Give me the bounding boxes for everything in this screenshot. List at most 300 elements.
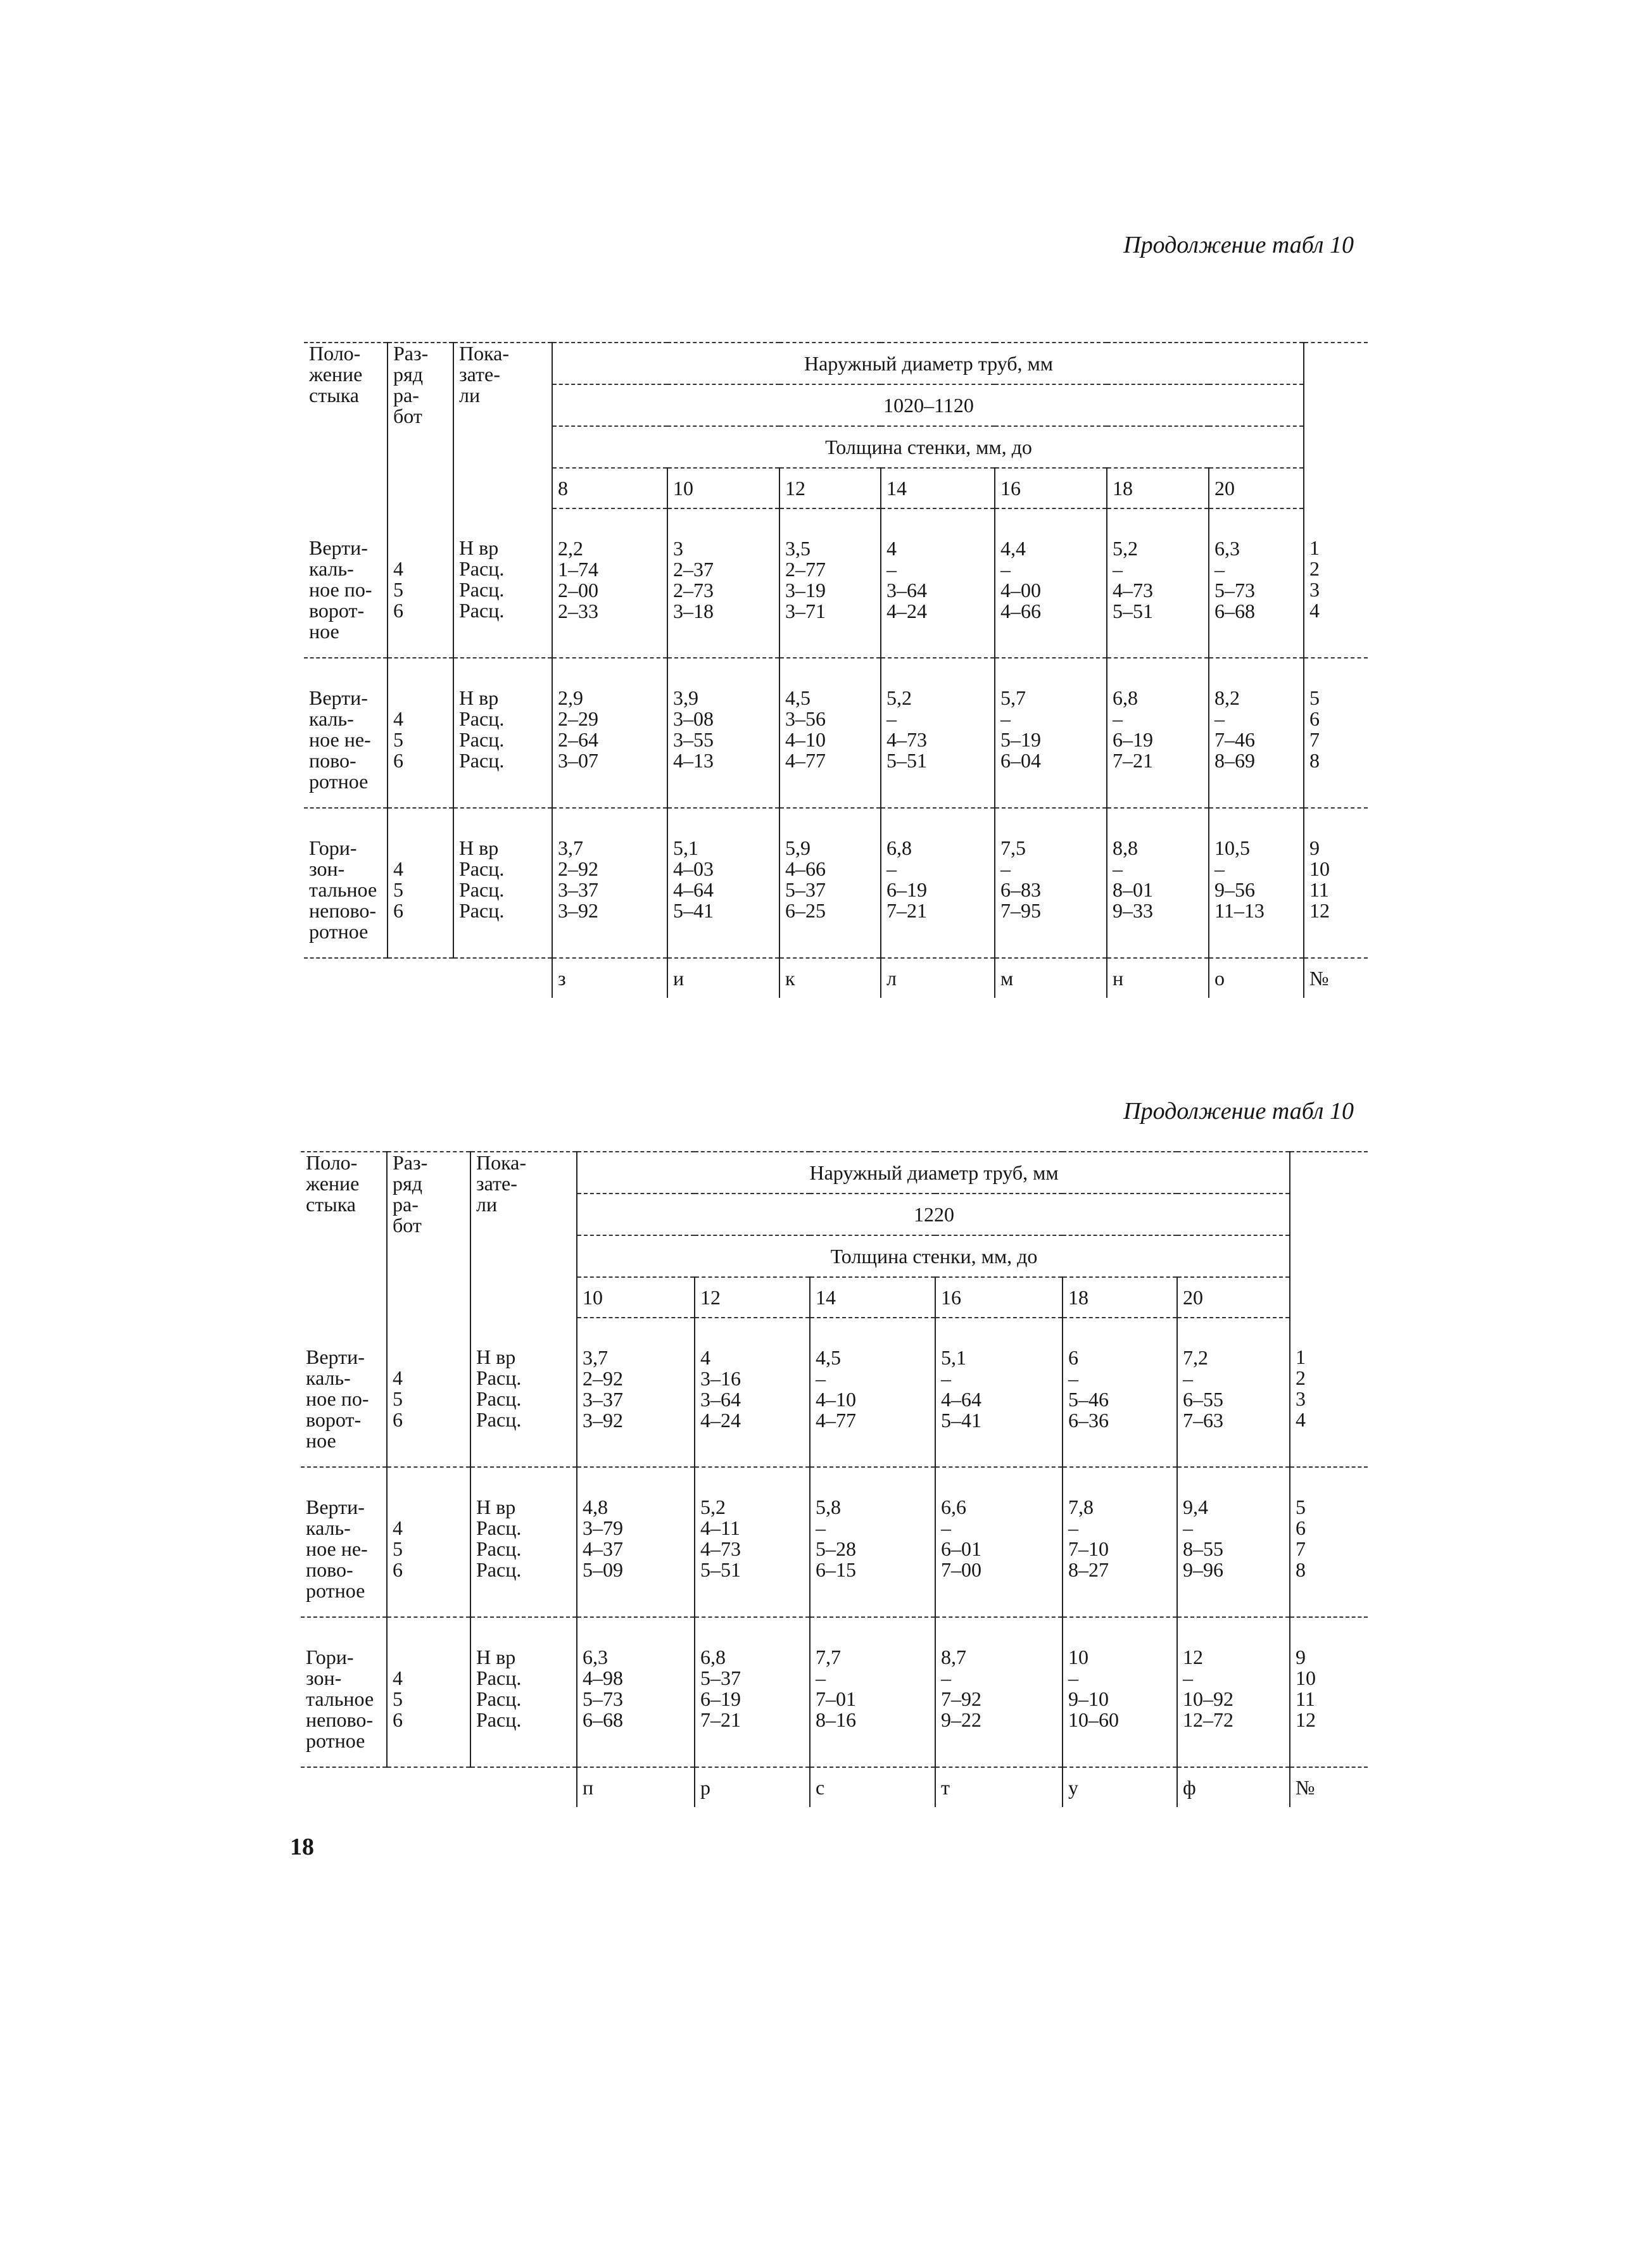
position-cell <box>304 508 388 658</box>
cell-line: 3–16 <box>700 1367 741 1390</box>
cell-line: Н вр <box>459 536 499 559</box>
cell-line: 6–36 <box>1068 1409 1109 1432</box>
header-diameter-label: Наружный диаметр труб, мм <box>552 343 1304 384</box>
cell-line: ное <box>306 1429 336 1452</box>
cell-line: 3–64 <box>700 1388 741 1411</box>
cell-line: 6–25 <box>785 899 826 922</box>
value-cell <box>1107 658 1209 808</box>
cell-line: 4 <box>393 857 403 880</box>
cell-line: 4–10 <box>816 1388 856 1411</box>
cell-line: 4–98 <box>583 1666 623 1689</box>
cell-line: 4 <box>1296 1408 1306 1431</box>
cell-line: Раз- <box>393 1151 428 1174</box>
cell-line: 2–37 <box>673 558 714 581</box>
cell-line: Расц. <box>476 1687 522 1710</box>
grade-cell <box>388 808 453 958</box>
value-cell <box>1209 508 1304 658</box>
cell-line: – <box>1214 558 1225 581</box>
cell-line: 4,5 <box>816 1346 841 1369</box>
cell-line: каль- <box>309 557 354 580</box>
cell-line: Расц. <box>476 1387 522 1410</box>
cell-line: 8 <box>1309 749 1320 772</box>
cell-line: – <box>1183 1516 1193 1539</box>
cell-line: 3,7 <box>558 836 583 859</box>
cell-line: 6 <box>1296 1516 1306 1539</box>
thickness-cell: 18 <box>1107 468 1209 508</box>
cell-line: 9–33 <box>1113 899 1153 922</box>
cell-line: 11 <box>1309 878 1329 901</box>
cell-line: 4 <box>700 1346 710 1369</box>
cell-line: – <box>1000 707 1011 730</box>
cell-line: 6–04 <box>1000 749 1041 772</box>
cell-line: Расц. <box>459 749 505 772</box>
cell-line: – <box>1113 558 1123 581</box>
cell-line: 2–73 <box>673 579 714 602</box>
cell-line: Расц. <box>476 1708 522 1731</box>
cell-line: ное по- <box>309 578 372 601</box>
value-cell <box>695 1467 810 1617</box>
cell-line: 5,2 <box>886 686 912 709</box>
value-cell <box>779 508 881 658</box>
position-cell <box>304 808 388 958</box>
cell-line: 10 <box>1068 1646 1088 1668</box>
cell-line: 5,1 <box>941 1346 966 1369</box>
cell-line: 5–46 <box>1068 1388 1109 1411</box>
column-letter: л <box>881 958 995 998</box>
data-row <box>301 1617 1368 1767</box>
cell-line: 3 <box>673 537 683 560</box>
cell-line: 5 <box>1309 686 1320 709</box>
thickness-cell: 18 <box>1063 1277 1177 1318</box>
cell-line: – <box>1068 1367 1078 1390</box>
cell-line: Гори- <box>306 1646 354 1668</box>
cell-line: 6 <box>1309 707 1320 730</box>
indicator-cell <box>470 1467 577 1617</box>
cell-line: 6 <box>393 1408 403 1431</box>
cell-line: 8–69 <box>1214 749 1255 772</box>
cell-line: зон- <box>309 857 345 880</box>
cell-line: 5–37 <box>700 1666 741 1689</box>
table-caption-2: Продолжение табл 10 <box>1123 1098 1354 1125</box>
cell-line: Верти- <box>309 536 368 559</box>
cell-line: – <box>1183 1367 1193 1390</box>
indicator-cell <box>470 1318 577 1467</box>
cell-line: – <box>816 1367 826 1390</box>
cell-line: 6–83 <box>1000 878 1041 901</box>
position-cell <box>301 1318 387 1467</box>
cell-line: 4–66 <box>1000 600 1041 622</box>
cell-line: 6–19 <box>700 1687 741 1710</box>
cell-line: 2–77 <box>785 558 826 581</box>
table-body <box>301 1152 1368 1807</box>
cell-line: 4 <box>393 557 403 580</box>
cell-line: – <box>816 1516 826 1539</box>
cell-line: тальное <box>306 1687 374 1710</box>
cell-line: 9 <box>1296 1646 1306 1668</box>
row-number-cell <box>1290 1617 1368 1767</box>
thickness-cell: 12 <box>695 1277 810 1318</box>
value-cell <box>935 1467 1063 1617</box>
cell-line: 2–29 <box>558 707 598 730</box>
grade-cell <box>388 508 453 658</box>
cell-line: – <box>886 707 897 730</box>
cell-line: 7–92 <box>941 1687 981 1710</box>
row-number-cell <box>1290 1467 1368 1617</box>
cell-line: 4–10 <box>785 728 826 751</box>
cell-line: 5 <box>1296 1496 1306 1518</box>
cell-line: 3–37 <box>558 878 598 901</box>
cell-line: 5 <box>393 578 403 601</box>
column-letter-num: № <box>1304 958 1368 998</box>
cell-line: жение <box>306 1172 360 1195</box>
cell-line: 5–41 <box>941 1409 981 1432</box>
cell-line: – <box>941 1666 951 1689</box>
cell-line: 7–63 <box>1183 1409 1223 1432</box>
data-row <box>301 1318 1368 1467</box>
thickness-cell: 10 <box>577 1277 695 1318</box>
cell-line: – <box>1068 1666 1078 1689</box>
row-number-cell <box>1304 808 1368 958</box>
value-cell <box>1107 508 1209 658</box>
value-cell <box>577 1467 695 1617</box>
cell-line: 5 <box>393 1537 403 1560</box>
footer-letters-row <box>304 958 1368 998</box>
value-cell <box>779 658 881 808</box>
cell-line: ворот- <box>309 599 365 622</box>
cell-line: 5,7 <box>1000 686 1026 709</box>
value-cell <box>1177 1617 1290 1767</box>
cell-line: 11 <box>1296 1687 1315 1710</box>
cell-line: 7–46 <box>1214 728 1255 751</box>
value-cell <box>881 658 995 808</box>
cell-line: 4–03 <box>673 857 714 880</box>
value-cell <box>1177 1318 1290 1467</box>
cell-line: 7,7 <box>816 1646 841 1668</box>
value-cell <box>1209 658 1304 808</box>
thickness-cell: 20 <box>1209 468 1304 508</box>
grade-cell <box>387 1467 470 1617</box>
cell-line: Пока- <box>476 1151 527 1174</box>
value-cell <box>695 1617 810 1767</box>
cell-line: ряд <box>393 363 423 386</box>
cell-line: тальное <box>309 878 377 901</box>
cell-line: 6,3 <box>1214 537 1240 560</box>
cell-line: Расц. <box>459 899 505 922</box>
cell-line: 3–64 <box>886 579 927 602</box>
cell-line: 11–13 <box>1214 899 1265 922</box>
cell-line: 6,3 <box>583 1646 608 1668</box>
cell-line: – <box>1113 857 1123 880</box>
header-diameter-value: 1220 <box>577 1194 1290 1235</box>
cell-line: 5,8 <box>816 1496 841 1518</box>
cell-line: бот <box>393 1214 422 1237</box>
cell-line: 6 <box>393 899 403 922</box>
cell-line: 5,2 <box>700 1496 726 1518</box>
footer-spacer <box>304 958 552 998</box>
cell-line: 7–21 <box>886 899 927 922</box>
cell-line: Н вр <box>459 836 499 859</box>
cell-line: непово- <box>306 1708 373 1731</box>
cell-line: 4–73 <box>700 1537 741 1560</box>
header-diameter-label: Наружный диаметр труб, мм <box>577 1152 1290 1194</box>
value-cell <box>1209 808 1304 958</box>
thickness-cell: 10 <box>667 468 779 508</box>
cell-line: – <box>1183 1666 1193 1689</box>
cell-line: – <box>1214 707 1225 730</box>
cell-line: 3–08 <box>673 707 714 730</box>
indicator-cell <box>470 1617 577 1767</box>
cell-line: 8–01 <box>1113 878 1153 901</box>
cell-line: Н вр <box>476 1496 516 1518</box>
cell-line: 6–01 <box>941 1537 981 1560</box>
cell-line: 4–73 <box>886 728 927 751</box>
cell-line: 6,8 <box>1113 686 1138 709</box>
value-cell <box>1063 1318 1177 1467</box>
grade-cell <box>388 658 453 808</box>
cell-line: 4–77 <box>785 749 826 772</box>
header-thickness-label: Толщина стенки, мм, до <box>577 1235 1290 1277</box>
grade-cell <box>387 1617 470 1767</box>
value-cell <box>1107 808 1209 958</box>
cell-line: 12 <box>1183 1646 1203 1668</box>
value-cell <box>1177 1467 1290 1617</box>
cell-line: 7–00 <box>941 1558 981 1581</box>
cell-line: Н вр <box>459 686 499 709</box>
value-cell <box>810 1467 935 1617</box>
cell-line: 7–01 <box>816 1687 856 1710</box>
cell-line: 4 <box>886 537 897 560</box>
cell-line: 10–60 <box>1068 1708 1119 1731</box>
data-row <box>304 658 1368 808</box>
page-number: 18 <box>290 1834 314 1860</box>
cell-line: 7–95 <box>1000 899 1041 922</box>
cell-line: 6 <box>1068 1346 1078 1369</box>
column-letter: о <box>1209 958 1304 998</box>
cell-line: 1 <box>1309 536 1320 559</box>
cell-line: ра- <box>393 1193 419 1216</box>
thickness-cell: 14 <box>881 468 995 508</box>
cell-line: 3–79 <box>583 1516 623 1539</box>
cell-line: Расц. <box>459 857 505 880</box>
cell-line: 4–37 <box>583 1537 623 1560</box>
cell-line: 3–19 <box>785 579 826 602</box>
cell-line: 2–92 <box>558 857 598 880</box>
cell-line: 2 <box>1296 1366 1306 1389</box>
cell-line: – <box>941 1367 951 1390</box>
value-cell <box>552 808 667 958</box>
cell-line: 5–37 <box>785 878 826 901</box>
cell-line: 2–00 <box>558 579 598 602</box>
cell-line: – <box>1113 707 1123 730</box>
cell-line: 2–64 <box>558 728 598 751</box>
cell-line: Верти- <box>309 686 368 709</box>
cell-line: Расц. <box>476 1666 522 1689</box>
column-letter: п <box>577 1767 695 1807</box>
cell-line: 10 <box>1309 857 1330 880</box>
cell-line: ное <box>309 620 339 643</box>
cell-line: 8,2 <box>1214 686 1240 709</box>
cell-line: зате- <box>476 1172 517 1195</box>
cell-line: Н вр <box>476 1345 516 1368</box>
cell-line: 1 <box>1296 1345 1306 1368</box>
cell-line: ное не- <box>306 1537 368 1560</box>
table-body <box>304 343 1368 998</box>
cell-line: 4 <box>393 1516 403 1539</box>
cell-line: ворот- <box>306 1408 362 1431</box>
column-letter: у <box>1063 1767 1177 1807</box>
column-letter: ф <box>1177 1767 1290 1807</box>
indicator-cell <box>453 508 552 658</box>
row-number-cell <box>1290 1318 1368 1467</box>
value-cell <box>552 658 667 808</box>
cell-line: Пока- <box>459 342 510 365</box>
cell-line: ли <box>459 384 481 406</box>
cell-line: ротное <box>306 1579 365 1602</box>
column-letter: р <box>695 1767 810 1807</box>
cell-line: 6,8 <box>700 1646 726 1668</box>
indicator-cell <box>453 808 552 958</box>
cell-line: 7,5 <box>1000 836 1026 859</box>
cell-line: каль- <box>306 1366 351 1389</box>
cell-line: каль- <box>309 707 354 730</box>
cell-line: 5,9 <box>785 836 811 859</box>
cell-line: 8 <box>1296 1558 1306 1581</box>
data-row <box>301 1467 1368 1617</box>
cell-line: 3,5 <box>785 537 811 560</box>
position-cell <box>301 1467 387 1617</box>
cell-line: 5–09 <box>583 1558 623 1581</box>
cell-line: 6,6 <box>941 1496 966 1518</box>
cell-line: Расц. <box>459 878 505 901</box>
value-cell <box>667 658 779 808</box>
header-num-spacer <box>1290 1152 1368 1318</box>
value-cell <box>995 808 1107 958</box>
cell-line: 3–18 <box>673 600 714 622</box>
value-cell <box>881 508 995 658</box>
thickness-cell: 8 <box>552 468 667 508</box>
cell-line: Поло- <box>309 342 361 365</box>
value-cell <box>577 1617 695 1767</box>
column-letter: м <box>995 958 1107 998</box>
cell-line: Расц. <box>476 1366 522 1389</box>
cell-line: 4–64 <box>673 878 714 901</box>
cell-line: 5–51 <box>1113 600 1153 622</box>
value-cell <box>695 1318 810 1467</box>
column-letter: т <box>935 1767 1063 1807</box>
header-indicators <box>470 1152 577 1318</box>
cell-line: 3 <box>1296 1387 1306 1410</box>
data-row <box>304 508 1368 658</box>
cell-line <box>393 688 449 709</box>
cell-line: стыка <box>306 1193 356 1216</box>
cell-line: Гори- <box>309 836 357 859</box>
table-caption-1: Продолжение табл 10 <box>1123 232 1354 258</box>
cell-line: 5–28 <box>816 1537 856 1560</box>
cell-line: ротное <box>309 770 369 793</box>
thickness-cell: 14 <box>810 1277 935 1318</box>
row-number-cell <box>1304 658 1368 808</box>
cell-line: 4 <box>393 1366 403 1389</box>
cell-line: 6–55 <box>1183 1388 1223 1411</box>
cell-line: 8–27 <box>1068 1558 1109 1581</box>
cell-line: 12 <box>1296 1708 1316 1731</box>
cell-line: 3–37 <box>583 1388 623 1411</box>
cell-line: зате- <box>459 363 500 386</box>
column-letter: с <box>810 1767 935 1807</box>
value-cell <box>810 1318 935 1467</box>
footer-spacer <box>301 1767 577 1807</box>
cell-line: 4–00 <box>1000 579 1041 602</box>
cell-line: 1–74 <box>558 558 598 581</box>
cell-line: 7 <box>1296 1537 1306 1560</box>
cell-line <box>393 1647 466 1668</box>
cell-line: 8–16 <box>816 1708 856 1731</box>
indicator-cell <box>453 658 552 808</box>
cell-line: – <box>1068 1516 1078 1539</box>
value-cell <box>1063 1467 1177 1617</box>
row-number-cell <box>1304 508 1368 658</box>
column-letter: к <box>779 958 881 998</box>
cell-line: Расц. <box>476 1516 522 1539</box>
cell-line: непово- <box>309 899 376 922</box>
cell-line: 3–56 <box>785 707 826 730</box>
cell-line: 8,7 <box>941 1646 966 1668</box>
cell-line: 5–19 <box>1000 728 1041 751</box>
thickness-cell: 12 <box>779 468 881 508</box>
cell-line: 9–10 <box>1068 1687 1109 1710</box>
cell-line: 10,5 <box>1214 836 1250 859</box>
cell-line: пово- <box>309 749 356 772</box>
position-cell <box>304 658 388 808</box>
grade-cell <box>387 1318 470 1467</box>
cell-line: Расц. <box>459 599 505 622</box>
cell-line: 5 <box>393 1387 403 1410</box>
cell-line: Расц. <box>459 707 505 730</box>
cell-line: 4–13 <box>673 749 714 772</box>
cell-line: – <box>886 558 897 581</box>
cell-line: 4 <box>1309 599 1320 622</box>
data-row <box>304 808 1368 958</box>
value-cell <box>995 508 1107 658</box>
cell-line: 12–72 <box>1183 1708 1233 1731</box>
value-cell <box>935 1617 1063 1767</box>
cell-line: ротное <box>309 920 369 943</box>
cell-line: жение <box>309 363 363 386</box>
cell-line: 10–92 <box>1183 1687 1233 1710</box>
cell-line: бот <box>393 405 422 427</box>
cell-line: 3,7 <box>583 1346 608 1369</box>
cell-line <box>393 538 449 558</box>
cell-line: 6 <box>393 1708 403 1731</box>
cell-line: ное по- <box>306 1387 369 1410</box>
header-indicators <box>453 343 552 508</box>
cell-line: ряд <box>393 1172 422 1195</box>
cell-line: 5,1 <box>673 836 698 859</box>
value-cell <box>779 808 881 958</box>
cell-line: – <box>886 857 897 880</box>
cell-line: стыка <box>309 384 359 406</box>
cell-line: 6 <box>393 1558 403 1581</box>
cell-line: 6,8 <box>886 836 912 859</box>
cell-line: 3–07 <box>558 749 598 772</box>
header-row <box>301 1152 1368 1194</box>
cell-line: 9,4 <box>1183 1496 1208 1518</box>
column-letter-num: № <box>1290 1767 1368 1807</box>
cell-line: 4,5 <box>785 686 811 709</box>
cell-line: 4–64 <box>941 1388 981 1411</box>
thickness-cell: 20 <box>1177 1277 1290 1318</box>
cell-line: Расц. <box>476 1558 522 1581</box>
